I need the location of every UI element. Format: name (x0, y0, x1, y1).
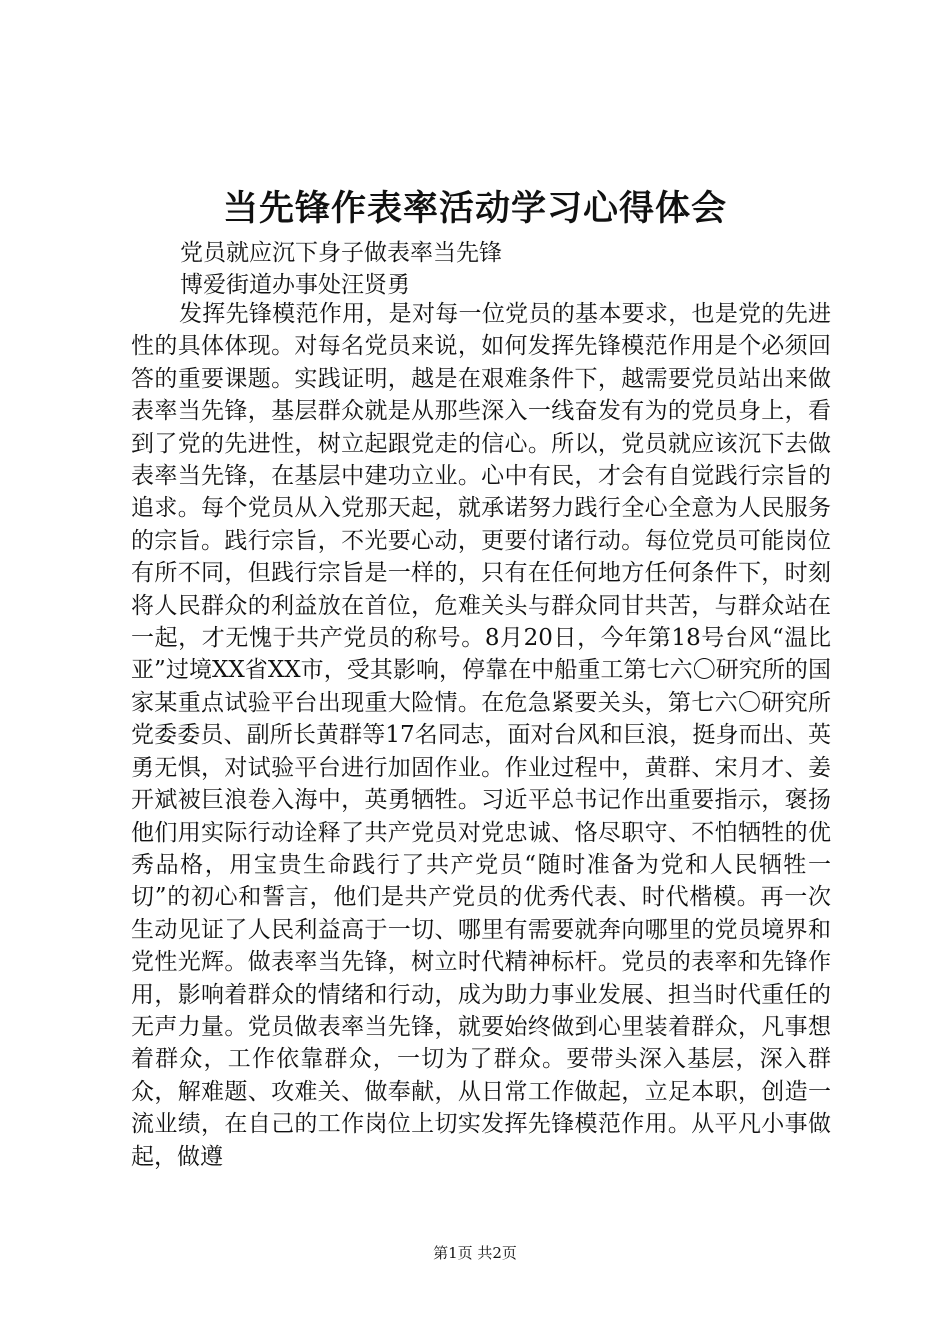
document-author: 博爱街道办事处汪贤勇 (180, 272, 410, 298)
page-number: 第1页 共2页 (433, 1244, 517, 1262)
document-subtitle: 党员就应沉下身子做表率当先锋 (180, 240, 502, 266)
body-paragraph: 发挥先锋模范作用，是对每一位党员的基本要求，也是党的先进性的具体体现。对每名党员来说，如何发挥先锋模范作用是个必须回答的重要课题。实践证明，越是在艰难条件下，越需要党员站出来做表率当先锋，基层群众就是从那些深入一线奋发有为的党员身上，看到了党的先进性，树立起跟党走的信心。所以，党员就应该沉下去做表率当先锋，在基层中建功立业。心中有民，才会有自觉践行宗旨的追求。每个党员从入党那天起，就承诺努力践行全心全意为人民服务的宗旨。践行宗旨，不光要心动，更要付诸行动。每位党员可能岗位有所不同，但践行宗旨是一样的，只有在任何地方任何条件下，时刻将人民群众的利益放在首位，危难关头与群众同甘共苦，与群众站在一起，才无愧于共产党员的称号。8月20日，今年第18号台风“温比亚”过境XX省XX市，受其影响，停靠在中船重工第七六〇研究所的国家某重点试验平台出现重大险情。在危急紧要关头，第七六〇研究所党委委员、副所长黄群等17名同志，面对台风和巨浪，挺身而出、英勇无惧，对试验平台进行加固作业。作业过程中，黄群、宋月才、姜开斌被巨浪卷入海中，英勇牺牲。习近平总书记作出重要指示，褒扬他们用实际行动诠释了共产党员对党忠诚、恪尽职守、不怕牺牲的优秀品格，用宝贵生命践行了共产党员“随时准备为党和人民牺牲一切”的初心和誓言，他们是共产党员的优秀代表、时代楷模。再一次生动见证了人民利益高于一切、哪里有需要就奔向哪里的党员境界和党性光辉。做表率当先锋，树立时代精神标杆。党员的表率和先锋作用，影响着群众的情绪和行动，成为助力事业发展、担当时代重任的无声力量。党员做表率当先锋，就要始终做到心里装着群众，凡事想着群众，工作依靠群众，一切为了群众。要带头深入基层，深入群众，解难题、攻难关、做奉献，从日常工作做起，立足本职，创造一流业绩，在自己的工作岗位上切实发挥先锋模范作用。从平凡小事做起，做遵 (131, 301, 831, 1170)
document-title: 当先锋作表率活动学习心得体会 (222, 188, 727, 229)
